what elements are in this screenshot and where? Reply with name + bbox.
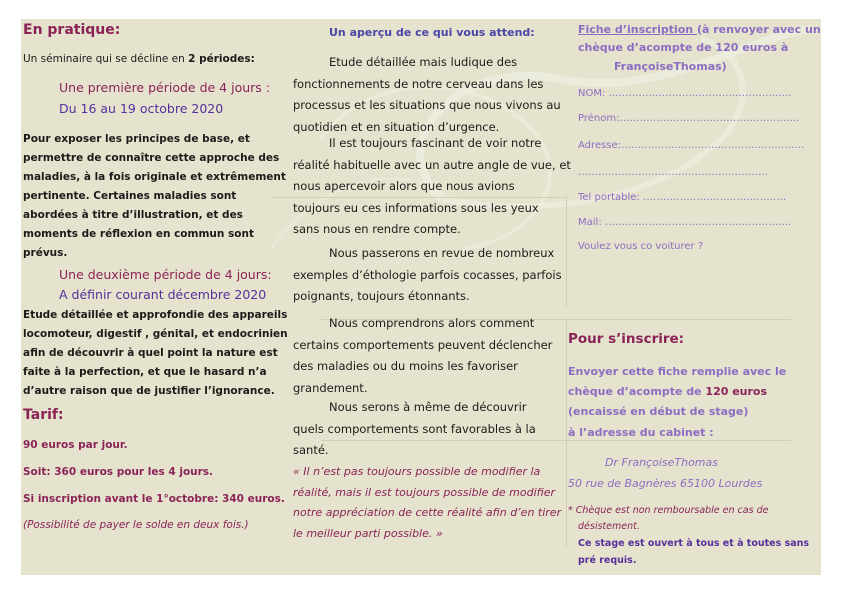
text-line: afin de découvrir à quel point la nature est (23, 347, 278, 359)
section-heading-tarif: Tarif: (23, 407, 64, 423)
paragraph-line: Nous passerons en revue de nombreux (329, 246, 555, 260)
quote-line: le meilleur parti possible. » (293, 526, 443, 540)
section-heading-inscrire: Pour s’inscrire: (568, 331, 685, 347)
doctor-name: Dr FrançoiseThomas (605, 456, 718, 469)
paragraph-line: santé. (293, 443, 329, 457)
form-field[interactable] (578, 218, 791, 228)
paragraph-line: toujours eu ces informations sous les yeux (293, 200, 539, 215)
form-field-blank[interactable]: ……………………………………. (642, 192, 787, 203)
section-heading-en-pratique: En pratique: (23, 22, 121, 38)
paragraph-line: Il est toujours fascinant de voir notre (329, 136, 542, 150)
text-line: permettre de connaître cette approche des (23, 152, 280, 164)
cabinet-address: 50 rue de Bagnères 65100 Lourdes (568, 477, 763, 490)
form-title (578, 24, 821, 35)
text-line: abordées à titre d’illustration, et des (23, 209, 243, 221)
form-subtitle: FrançoiseThomas) (614, 60, 727, 73)
register-line (568, 386, 767, 397)
paragraph-line: Nous serons à même de découvrir (329, 400, 527, 414)
form-subtitle: (à renvoyer avec un (696, 23, 821, 36)
paragraph-line: processus et les situations que nous vivons au (293, 98, 561, 112)
text-line: maladies, à la fois originale et extrêmement (23, 171, 286, 183)
quote-line: « Il n’est pas toujours possible de modifier la (293, 465, 541, 478)
register-line-prefix: chèque d’acompte de (568, 385, 706, 398)
intro-prefix: Un séminaire qui se décline en (23, 53, 189, 65)
register-line: Envoyer cette fiche remplie avec le (568, 365, 787, 378)
paragraph-line: grandement. (293, 380, 368, 395)
text-line: locomoteur, digestif , génital, et endocrinien (23, 328, 288, 340)
divider (321, 440, 791, 441)
paragraph-line: sans nous en rendre compte. (293, 222, 461, 236)
period1-dates: Du 16 au 19 octobre 2020 (59, 101, 224, 116)
paragraph-line: quels comportements sont favorables à la (293, 421, 536, 436)
register-line: à l’adresse du cabinet : (568, 426, 714, 439)
text-line: moments de réflexion en commun sont (23, 228, 254, 240)
paragraph-line: exemples d’éthologie parfois cocasses, parfois (293, 267, 562, 282)
deposit-amount: 120 euros (705, 385, 768, 398)
paragraph-line: fonctionnements de notre cerveau dans les (293, 76, 544, 91)
intro-text (23, 54, 255, 65)
text-line: prévus. (23, 247, 68, 259)
refund-note: désistement. (578, 521, 640, 532)
tarif-note: (Possibilité de payer le solde en deux fois.) (23, 519, 249, 531)
period2-title: Une deuxième période de 4 jours: (59, 267, 272, 282)
period1-title: Une première période de 4 jours : (59, 80, 270, 95)
form-field-label: NOM: (578, 88, 609, 99)
open-note: pré requis. (578, 555, 637, 566)
divider (566, 195, 567, 307)
register-line: (encaissé en début de stage) (568, 405, 749, 418)
form-field[interactable] (578, 141, 804, 151)
form-field-blank[interactable]: ……………………………………………….. (604, 217, 792, 228)
tarif-line: Si inscription avant le 1°octobre: 340 euros. (23, 493, 285, 505)
paragraph-line: Nous comprendrons alors comment (329, 316, 535, 330)
open-note: Ce stage est ouvert à tous et à toutes sans (578, 538, 810, 549)
form-field-label: Adresse: (578, 140, 621, 151)
form-title-link: Fiche d’inscription (578, 23, 697, 36)
intro-bold: 2 périodes: (188, 53, 255, 65)
form-field[interactable] (578, 168, 768, 178)
paragraph-line: nous apercevoir alors que nous avions (293, 179, 515, 193)
tarif-line: 90 euros par jour. (23, 439, 128, 451)
form-field[interactable] (578, 114, 799, 124)
form-field-label: Mail: (578, 217, 605, 228)
paragraph-line: poignants, toujours étonnants. (293, 289, 470, 303)
form-field-blank[interactable]: ………………………………………………… (578, 167, 768, 178)
paragraph-line: réalité habituelle avec un autre angle de vue, et (293, 157, 571, 172)
form-field[interactable] (578, 89, 792, 99)
paragraph-line: Etude détaillée mais ludique des (329, 55, 518, 69)
form-field-blank[interactable]: ……………………………………………… (619, 113, 800, 124)
section-heading-apercu: Un aperçu de ce qui vous attend: (329, 26, 535, 39)
paragraph-line: quotidien et en situation d’urgence. (293, 119, 500, 134)
divider (271, 197, 566, 198)
form-field-label: Prénom: (578, 113, 620, 124)
form-subtitle: chèque d’acompte de 120 euros à (578, 41, 789, 54)
form-field-label: Tel portable: (578, 192, 643, 203)
text-line: pertinente. Certaines maladies sont (23, 190, 237, 202)
form-field[interactable] (578, 193, 786, 203)
form-field-blank[interactable]: ………………………………………………. (608, 88, 792, 99)
carpool-question: Voulez vous co voiturer ? (578, 241, 704, 252)
refund-note: * Chèque est non remboursable en cas de (568, 505, 769, 516)
text-line: d’autre raison que de justifier l’ignorance. (23, 385, 275, 397)
text-line: faite à la perfection, et que le hasard n’a (23, 366, 267, 378)
text-line: Pour exposer les principes de base, et (23, 133, 250, 145)
quote-line: notre appréciation de cette réalité afin d’en tirer (293, 506, 562, 519)
divider (566, 319, 567, 547)
form-field-blank[interactable]: ………………………………………………. (621, 140, 805, 151)
text-line: Etude détaillée et approfondie des appareils (23, 309, 288, 321)
tarif-line: Soit: 360 euros pour les 4 jours. (23, 466, 214, 478)
paragraph-line: des maladies ou du moins les favoriser (293, 359, 518, 373)
paragraph-line: certains comportements peuvent déclencher (293, 337, 553, 352)
period2-dates: A définir courant décembre 2020 (59, 287, 267, 302)
quote-line: réalité, mais il est toujours possible de modifier (293, 485, 556, 499)
